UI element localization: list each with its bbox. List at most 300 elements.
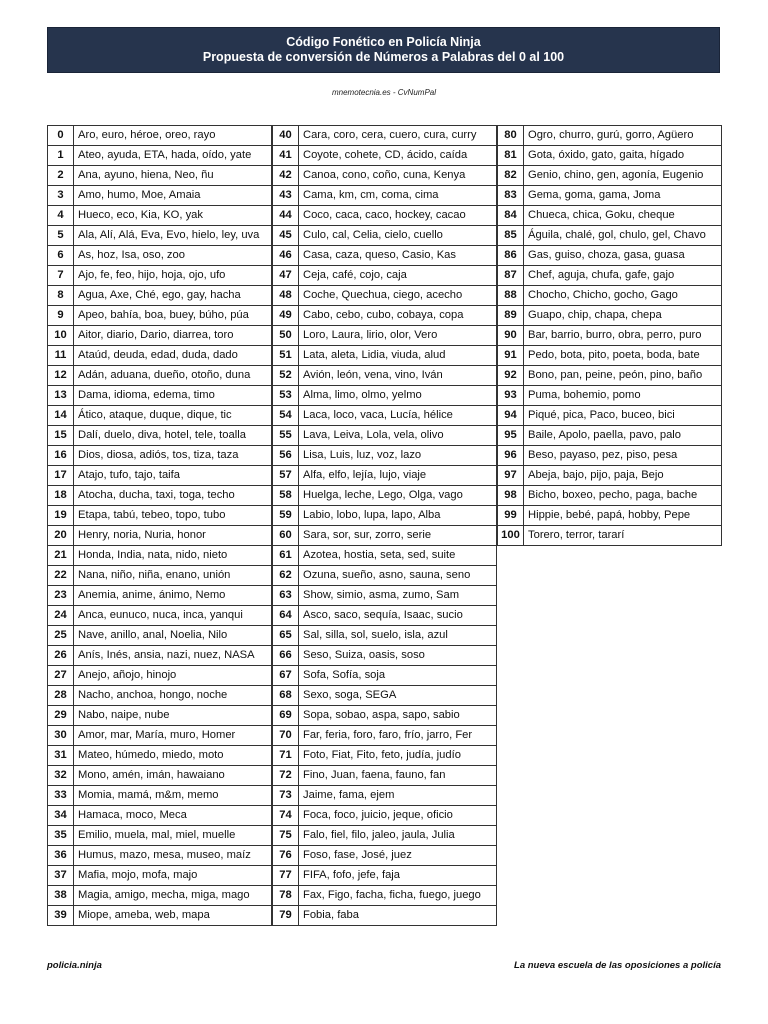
words-cell: Dalí, duelo, diva, hotel, tele, toalla — [74, 426, 272, 446]
number-cell: 41 — [273, 146, 299, 166]
table-row — [273, 806, 497, 826]
number-cell: 77 — [273, 866, 299, 886]
number-cell: 8 — [48, 286, 74, 306]
table-row — [273, 126, 497, 146]
words-cell: Ateo, ayuda, ETA, hada, oído, yate — [74, 146, 272, 166]
table-row — [273, 226, 497, 246]
number-cell: 26 — [48, 646, 74, 666]
table-row — [273, 266, 497, 286]
number-cell: 62 — [273, 566, 299, 586]
number-cell: 87 — [498, 266, 524, 286]
number-cell: 15 — [48, 426, 74, 446]
number-cell: 42 — [273, 166, 299, 186]
number-cell: 17 — [48, 466, 74, 486]
number-cell: 52 — [273, 366, 299, 386]
words-cell: Falo, fiel, filo, jaleo, jaula, Julia — [299, 826, 497, 846]
words-cell: Foca, foco, juicio, jeque, oficio — [299, 806, 497, 826]
words-cell: Henry, noria, Nuria, honor — [74, 526, 272, 546]
words-cell: Nave, anillo, anal, Noelia, Nilo — [74, 626, 272, 646]
table-row — [273, 306, 497, 326]
words-cell: Hippie, bebé, papá, hobby, Pepe — [524, 506, 722, 526]
number-cell: 65 — [273, 626, 299, 646]
words-cell: Hueco, eco, Kia, KO, yak — [74, 206, 272, 226]
number-cell: 1 — [48, 146, 74, 166]
table-row — [498, 126, 722, 146]
number-cell: 38 — [48, 886, 74, 906]
words-cell: Sofa, Sofía, soja — [299, 666, 497, 686]
words-cell: Culo, cal, Celia, cielo, cuello — [299, 226, 497, 246]
words-cell: Ana, ayuno, hiena, Neo, ñu — [74, 166, 272, 186]
number-cell: 71 — [273, 746, 299, 766]
words-cell: Atajo, tufo, tajo, taifa — [74, 466, 272, 486]
words-cell: Lata, aleta, Lidia, viuda, alud — [299, 346, 497, 366]
table-row — [273, 386, 497, 406]
table-row — [48, 526, 272, 546]
number-cell: 22 — [48, 566, 74, 586]
table-row — [48, 406, 272, 426]
number-cell: 75 — [273, 826, 299, 846]
table-row — [48, 746, 272, 766]
number-cell: 70 — [273, 726, 299, 746]
number-cell: 7 — [48, 266, 74, 286]
words-cell: Alma, limo, olmo, yelmo — [299, 386, 497, 406]
table-row — [48, 346, 272, 366]
number-cell: 50 — [273, 326, 299, 346]
table-row — [48, 666, 272, 686]
number-table-0-39 — [47, 125, 272, 926]
words-cell: Abeja, bajo, pijo, paja, Bejo — [524, 466, 722, 486]
words-cell: Atocha, ducha, taxi, toga, techo — [74, 486, 272, 506]
number-cell: 60 — [273, 526, 299, 546]
number-cell: 54 — [273, 406, 299, 426]
words-cell: Nana, niño, niña, enano, unión — [74, 566, 272, 586]
number-cell: 55 — [273, 426, 299, 446]
words-cell: Lava, Leiva, Lola, vela, olivo — [299, 426, 497, 446]
table-row — [273, 486, 497, 506]
table-row — [48, 226, 272, 246]
words-cell: Anemia, anime, ánimo, Nemo — [74, 586, 272, 606]
words-cell: Etapa, tabú, tebeo, topo, tubo — [74, 506, 272, 526]
words-cell: Jaime, fama, ejem — [299, 786, 497, 806]
words-cell: Show, simio, asma, zumo, Sam — [299, 586, 497, 606]
words-cell: Apeo, bahía, boa, buey, búho, púa — [74, 306, 272, 326]
number-cell: 14 — [48, 406, 74, 426]
table-row — [273, 326, 497, 346]
table-row — [48, 906, 272, 926]
words-cell: Lisa, Luis, luz, voz, lazo — [299, 446, 497, 466]
number-cell: 97 — [498, 466, 524, 486]
table-row — [48, 726, 272, 746]
table-row — [498, 326, 722, 346]
words-cell: Ajo, fe, feo, hijo, hoja, ojo, ufo — [74, 266, 272, 286]
words-cell: Sara, sor, sur, zorro, serie — [299, 526, 497, 546]
words-cell: Dama, idioma, edema, timo — [74, 386, 272, 406]
table-row — [273, 286, 497, 306]
words-cell: Bar, barrio, burro, obra, perro, puro — [524, 326, 722, 346]
words-cell: Fobia, faba — [299, 906, 497, 926]
words-cell: Loro, Laura, lirio, olor, Vero — [299, 326, 497, 346]
number-cell: 100 — [498, 526, 524, 546]
table-row — [498, 286, 722, 306]
words-cell: Nabo, naipe, nube — [74, 706, 272, 726]
number-cell: 13 — [48, 386, 74, 406]
number-cell: 33 — [48, 786, 74, 806]
words-cell: Ático, ataque, duque, dique, tic — [74, 406, 272, 426]
table-row — [273, 686, 497, 706]
table-row — [48, 546, 272, 566]
words-cell: Mafia, mojo, mofa, majo — [74, 866, 272, 886]
number-cell: 0 — [48, 126, 74, 146]
number-cell: 69 — [273, 706, 299, 726]
words-cell: Aro, euro, héroe, oreo, rayo — [74, 126, 272, 146]
number-cell: 23 — [48, 586, 74, 606]
table-row — [498, 226, 722, 246]
table-row — [48, 146, 272, 166]
table-row — [273, 526, 497, 546]
number-cell: 2 — [48, 166, 74, 186]
table-row — [48, 426, 272, 446]
table-row — [48, 286, 272, 306]
table-row — [273, 246, 497, 266]
table-row — [273, 746, 497, 766]
words-cell: Humus, mazo, mesa, museo, maíz — [74, 846, 272, 866]
number-cell: 79 — [273, 906, 299, 926]
page-title: Código Fonético en Policía Ninja — [286, 35, 481, 49]
table-row — [48, 786, 272, 806]
table-row — [498, 146, 722, 166]
words-cell: Foso, fase, José, juez — [299, 846, 497, 866]
words-cell: Azotea, hostia, seta, sed, suite — [299, 546, 497, 566]
table-row — [273, 186, 497, 206]
words-cell: Seso, Suiza, oasis, soso — [299, 646, 497, 666]
number-cell: 51 — [273, 346, 299, 366]
table-row — [273, 426, 497, 446]
table-row — [273, 366, 497, 386]
words-cell: Chocho, Chicho, gocho, Gago — [524, 286, 722, 306]
table-row — [498, 206, 722, 226]
table-row — [273, 446, 497, 466]
number-cell: 29 — [48, 706, 74, 726]
table-row — [498, 526, 722, 546]
table-row — [273, 666, 497, 686]
words-cell: Ala, Alí, Alá, Eva, Evo, hielo, ley, uva — [74, 226, 272, 246]
number-cell: 30 — [48, 726, 74, 746]
table-row — [48, 886, 272, 906]
number-cell: 49 — [273, 306, 299, 326]
table-row — [498, 466, 722, 486]
number-cell: 12 — [48, 366, 74, 386]
table-row — [498, 426, 722, 446]
table-row — [273, 546, 497, 566]
words-cell: Sal, silla, sol, suelo, isla, azul — [299, 626, 497, 646]
table-row — [48, 186, 272, 206]
number-cell: 64 — [273, 606, 299, 626]
table-row — [48, 246, 272, 266]
table-row — [273, 466, 497, 486]
table-row — [273, 866, 497, 886]
words-cell: Chef, aguja, chufa, gafe, gajo — [524, 266, 722, 286]
number-cell: 63 — [273, 586, 299, 606]
words-cell: Alfa, elfo, lejía, lujo, viaje — [299, 466, 497, 486]
number-cell: 37 — [48, 866, 74, 886]
words-cell: Fax, Figo, facha, ficha, fuego, juego — [299, 886, 497, 906]
words-cell: Casa, caza, queso, Casio, Kas — [299, 246, 497, 266]
table-row — [48, 506, 272, 526]
words-cell: Amo, humo, Moe, Amaia — [74, 186, 272, 206]
number-cell: 6 — [48, 246, 74, 266]
table-row — [48, 486, 272, 506]
words-cell: Ataúd, deuda, edad, duda, dado — [74, 346, 272, 366]
words-cell: Coyote, cohete, CD, ácido, caída — [299, 146, 497, 166]
footer-site: policia.ninja — [47, 960, 102, 971]
number-cell: 53 — [273, 386, 299, 406]
words-cell: Adán, aduana, dueño, otoño, duna — [74, 366, 272, 386]
table-row — [273, 146, 497, 166]
table-row — [48, 126, 272, 146]
number-cell: 46 — [273, 246, 299, 266]
number-cell: 94 — [498, 406, 524, 426]
number-cell: 20 — [48, 526, 74, 546]
table-row — [48, 866, 272, 886]
number-cell: 96 — [498, 446, 524, 466]
number-cell: 59 — [273, 506, 299, 526]
table-row — [48, 646, 272, 666]
table-row — [273, 166, 497, 186]
words-cell: Nacho, anchoa, hongo, noche — [74, 686, 272, 706]
number-cell: 67 — [273, 666, 299, 686]
number-cell: 84 — [498, 206, 524, 226]
number-cell: 92 — [498, 366, 524, 386]
words-cell: Dios, diosa, adiós, tos, tiza, taza — [74, 446, 272, 466]
words-cell: Águila, chalé, gol, chulo, gel, Chavo — [524, 226, 722, 246]
number-cell: 80 — [498, 126, 524, 146]
words-cell: Fino, Juan, faena, fauno, fan — [299, 766, 497, 786]
table-row — [498, 406, 722, 426]
words-cell: Pedo, bota, pito, poeta, boda, bate — [524, 346, 722, 366]
number-cell: 82 — [498, 166, 524, 186]
number-cell: 85 — [498, 226, 524, 246]
table-row — [48, 366, 272, 386]
number-cell: 28 — [48, 686, 74, 706]
table-row — [48, 766, 272, 786]
number-cell: 48 — [273, 286, 299, 306]
number-cell: 19 — [48, 506, 74, 526]
words-cell: Magia, amigo, mecha, miga, mago — [74, 886, 272, 906]
words-cell: Mateo, húmedo, miedo, moto — [74, 746, 272, 766]
words-cell: Chueca, chica, Goku, cheque — [524, 206, 722, 226]
table-row — [48, 306, 272, 326]
number-cell: 57 — [273, 466, 299, 486]
number-cell: 9 — [48, 306, 74, 326]
number-cell: 47 — [273, 266, 299, 286]
number-cell: 90 — [498, 326, 524, 346]
table-row — [273, 346, 497, 366]
table-row — [48, 466, 272, 486]
number-cell: 5 — [48, 226, 74, 246]
words-cell: Gema, goma, gama, Joma — [524, 186, 722, 206]
table-row — [498, 506, 722, 526]
words-cell: Huelga, leche, Lego, Olga, vago — [299, 486, 497, 506]
number-table-40-79 — [272, 125, 497, 926]
words-cell: Ceja, café, cojo, caja — [299, 266, 497, 286]
table-row — [48, 586, 272, 606]
number-cell: 18 — [48, 486, 74, 506]
number-cell: 78 — [273, 886, 299, 906]
table-row — [48, 846, 272, 866]
words-cell: Anca, eunuco, nuca, inca, yanqui — [74, 606, 272, 626]
words-cell: Avión, león, vena, vino, Iván — [299, 366, 497, 386]
words-cell: Labio, lobo, lupa, lapo, Alba — [299, 506, 497, 526]
words-cell: Coche, Quechua, ciego, acecho — [299, 286, 497, 306]
number-cell: 86 — [498, 246, 524, 266]
table-row — [273, 606, 497, 626]
table-row — [498, 166, 722, 186]
words-cell: Bono, pan, peine, peón, pino, baño — [524, 366, 722, 386]
number-cell: 34 — [48, 806, 74, 826]
number-table-80-100 — [497, 125, 722, 546]
number-cell: 83 — [498, 186, 524, 206]
number-cell: 27 — [48, 666, 74, 686]
table-row — [498, 386, 722, 406]
number-cell: 73 — [273, 786, 299, 806]
words-cell: Emilio, muela, mal, miel, muelle — [74, 826, 272, 846]
words-cell: Beso, payaso, pez, piso, pesa — [524, 446, 722, 466]
words-cell: Coco, caca, caco, hockey, cacao — [299, 206, 497, 226]
number-cell: 10 — [48, 326, 74, 346]
number-cell: 91 — [498, 346, 524, 366]
number-cell: 68 — [273, 686, 299, 706]
words-cell: Bicho, boxeo, pecho, paga, bache — [524, 486, 722, 506]
words-cell: Anís, Inés, ansia, nazi, nuez, NASA — [74, 646, 272, 666]
number-cell: 45 — [273, 226, 299, 246]
number-cell: 11 — [48, 346, 74, 366]
number-cell: 98 — [498, 486, 524, 506]
number-cell: 21 — [48, 546, 74, 566]
table-row — [498, 266, 722, 286]
words-cell: Aitor, diario, Dario, diarrea, toro — [74, 326, 272, 346]
table-row — [273, 766, 497, 786]
number-cell: 44 — [273, 206, 299, 226]
words-cell: Gota, óxido, gato, gaita, hígado — [524, 146, 722, 166]
table-row — [273, 826, 497, 846]
words-cell: Ozuna, sueño, asno, sauna, seno — [299, 566, 497, 586]
words-cell: Foto, Fiat, Fito, feto, judía, judío — [299, 746, 497, 766]
words-cell: Honda, India, nata, nido, nieto — [74, 546, 272, 566]
table-row — [48, 266, 272, 286]
number-cell: 35 — [48, 826, 74, 846]
table-row — [498, 246, 722, 266]
words-cell: Momia, mamá, m&m, memo — [74, 786, 272, 806]
table-row — [273, 626, 497, 646]
words-cell: Sexo, soga, SEGA — [299, 686, 497, 706]
words-cell: Ogro, churro, gurú, gorro, Agüero — [524, 126, 722, 146]
table-row — [273, 726, 497, 746]
table-row — [273, 566, 497, 586]
number-cell: 76 — [273, 846, 299, 866]
table-row — [48, 446, 272, 466]
number-cell: 24 — [48, 606, 74, 626]
table-row — [273, 506, 497, 526]
table-row — [273, 586, 497, 606]
words-cell: Anejo, añojo, hinojo — [74, 666, 272, 686]
table-row — [273, 886, 497, 906]
table-row — [48, 326, 272, 346]
table-row — [273, 206, 497, 226]
number-cell: 3 — [48, 186, 74, 206]
table-row — [498, 306, 722, 326]
words-cell: Guapo, chip, chapa, chepa — [524, 306, 722, 326]
words-cell: Miope, ameba, web, mapa — [74, 906, 272, 926]
words-cell: Baile, Apolo, paella, pavo, palo — [524, 426, 722, 446]
words-cell: Puma, bohemio, pomo — [524, 386, 722, 406]
table-row — [48, 826, 272, 846]
number-cell: 89 — [498, 306, 524, 326]
number-cell: 56 — [273, 446, 299, 466]
table-row — [273, 906, 497, 926]
number-cell: 88 — [498, 286, 524, 306]
table-row — [273, 846, 497, 866]
table-row — [48, 706, 272, 726]
table-row — [498, 486, 722, 506]
table-row — [273, 706, 497, 726]
footer-slogan: La nueva escuela de las oposiciones a policía — [514, 960, 721, 971]
number-cell: 66 — [273, 646, 299, 666]
number-cell: 40 — [273, 126, 299, 146]
words-cell: Cabo, cebo, cubo, cobaya, copa — [299, 306, 497, 326]
table-row — [48, 806, 272, 826]
words-cell: Amor, mar, María, muro, Homer — [74, 726, 272, 746]
table-row — [48, 206, 272, 226]
table-row — [273, 786, 497, 806]
table-row — [48, 386, 272, 406]
words-cell: As, hoz, Isa, oso, zoo — [74, 246, 272, 266]
source-credit: mnemotecnia.es - CvNumPal — [331, 88, 437, 97]
words-cell: Torero, terror, tararí — [524, 526, 722, 546]
number-cell: 31 — [48, 746, 74, 766]
words-cell: Far, feria, foro, faro, frío, jarro, Fer — [299, 726, 497, 746]
words-cell: FIFA, fofo, jefe, faja — [299, 866, 497, 886]
table-row — [498, 446, 722, 466]
table-row — [273, 406, 497, 426]
words-cell: Sopa, sobao, aspa, sapo, sabio — [299, 706, 497, 726]
table-row — [48, 606, 272, 626]
words-cell: Genio, chino, gen, agonía, Eugenio — [524, 166, 722, 186]
number-cell: 25 — [48, 626, 74, 646]
table-row — [48, 166, 272, 186]
table-row — [498, 346, 722, 366]
table-row — [48, 686, 272, 706]
table-row — [498, 186, 722, 206]
words-cell: Piqué, pica, Paco, buceo, bici — [524, 406, 722, 426]
table-row — [48, 626, 272, 646]
number-cell: 95 — [498, 426, 524, 446]
words-cell: Gas, guiso, choza, gasa, guasa — [524, 246, 722, 266]
number-cell: 4 — [48, 206, 74, 226]
number-cell: 61 — [273, 546, 299, 566]
words-cell: Cama, km, cm, coma, cima — [299, 186, 497, 206]
words-cell: Mono, amén, imán, hawaiano — [74, 766, 272, 786]
words-cell: Canoa, cono, coño, cuna, Kenya — [299, 166, 497, 186]
number-cell: 93 — [498, 386, 524, 406]
header-banner — [47, 27, 720, 73]
table-row — [498, 366, 722, 386]
words-cell: Cara, coro, cera, cuero, cura, curry — [299, 126, 497, 146]
page-subtitle: Propuesta de conversión de Números a Palabras del 0 al 100 — [202, 50, 565, 64]
number-cell: 16 — [48, 446, 74, 466]
table-row — [48, 566, 272, 586]
number-cell: 39 — [48, 906, 74, 926]
words-cell: Hamaca, moco, Meca — [74, 806, 272, 826]
